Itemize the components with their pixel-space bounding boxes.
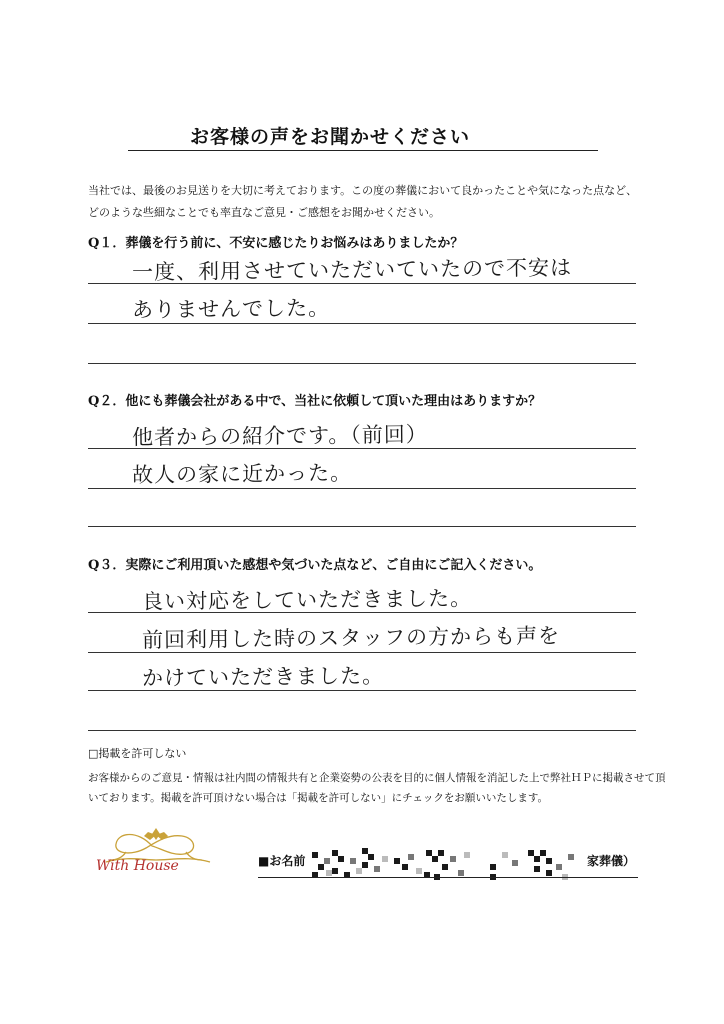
answer-line (88, 652, 636, 653)
intro-text: 当社では、最後のお見送りを大切に考えております。この度の葬儀において良かったことや気になった点など、どのような些細なことでも率直なご意見・ご感想をお聞かせください。 (88, 184, 638, 219)
answer-line (88, 448, 636, 449)
logo-text: With House (96, 858, 179, 874)
answer-line (88, 363, 636, 364)
name-label: ■お名前 (258, 854, 306, 868)
title-underline (128, 150, 598, 151)
answer-3-line-2: 前回利用した時のスタッフの方からも声を (141, 623, 561, 653)
answer-line (88, 690, 636, 691)
answer-line (88, 730, 636, 731)
answer-3-line-1: 良い対応をしていただきました。 (141, 586, 473, 614)
name-suffix: 家葬儀） (587, 854, 636, 868)
question-3: Q３．実際にご利用頂いた感想や気づいた点など、ご自由にご記入ください。 (88, 558, 542, 573)
question-1: Q１．葬儀を行う前に、不安に感じたりお悩みはありましたか？ (88, 236, 464, 251)
answer-1-line-2: ありませんでした。 (131, 295, 331, 323)
redacted-name-mosaic (312, 844, 584, 884)
answer-line (88, 283, 636, 284)
answer-line (88, 488, 636, 489)
answer-line (88, 526, 636, 527)
question-2: Q２．他にも葬儀会社がある中で、当社に依頼して頂いた理由はありますか？ (88, 394, 542, 409)
page-title: お客様の声をお聞かせください (190, 126, 471, 148)
with-house-logo (86, 826, 226, 886)
answer-line (88, 612, 636, 613)
answer-line (88, 323, 636, 324)
answer-3-line-3: かけていただきました。 (141, 663, 385, 691)
publish-notice-text: お客様からのご意見・情報は社内間の情報共有と企業姿勢の公表を目的に個人情報を消記した上で弊社ＨＰに掲載させて頂いております。掲載を許可頂けない場合は「掲載を許可しない」にチェックをお願いいたします。 (88, 772, 666, 804)
answer-2-line-2: 故人の家に近かった。 (131, 460, 353, 488)
answer-1-line-1: 一度、利用させていただいていたので不安は (131, 255, 573, 285)
answer-2-line-1: 他者からの紹介です。（前回） (131, 422, 428, 450)
name-underline (258, 877, 638, 878)
no-publish-checkbox-label[interactable]: □掲載を許可しない (88, 747, 187, 760)
